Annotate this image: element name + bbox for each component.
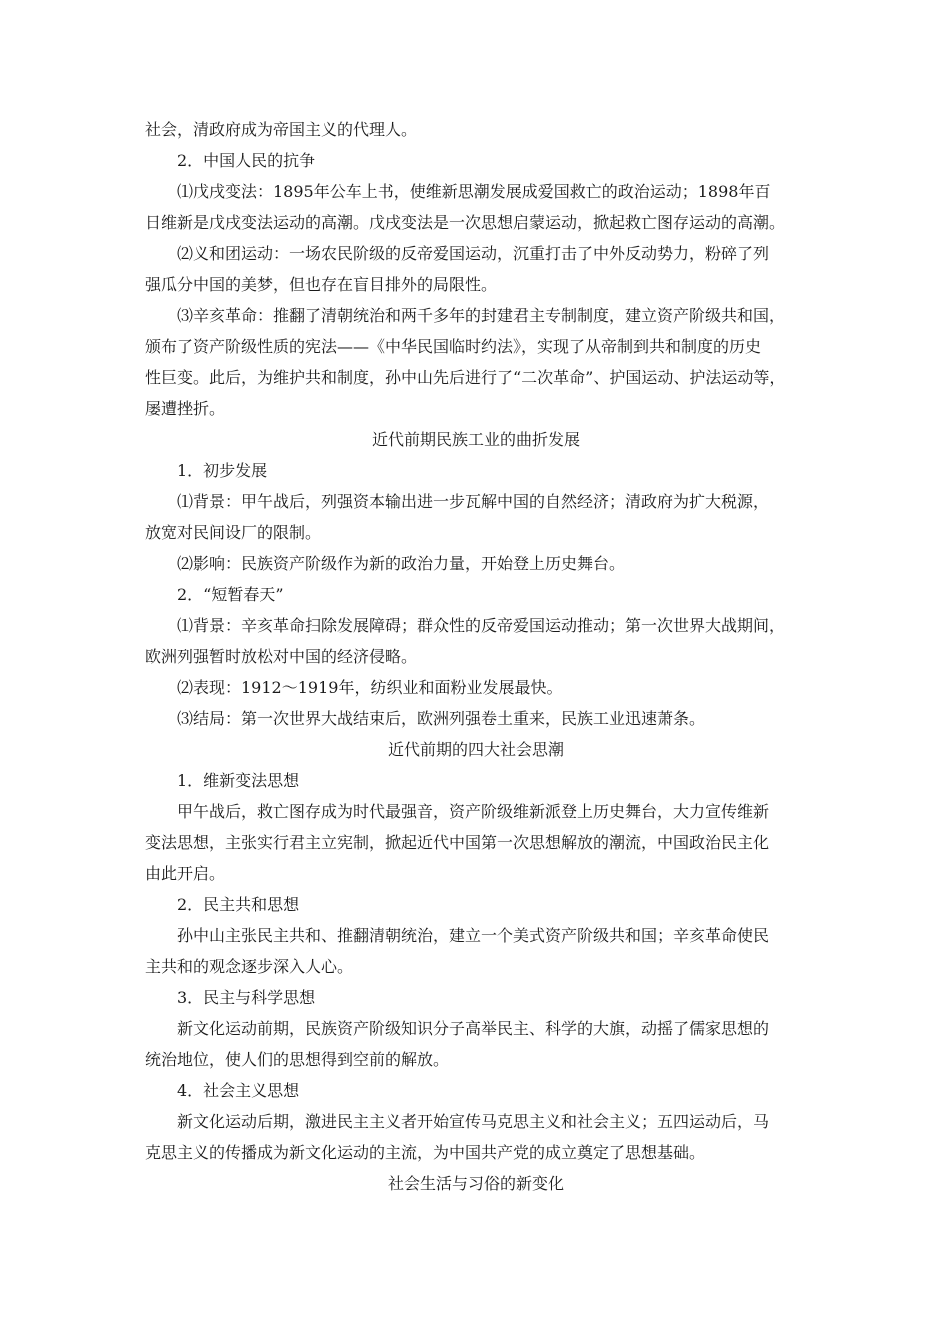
text-line: ⑵表现：1912～1919年，纺织业和面粉业发展最快。 bbox=[177, 678, 563, 697]
text-line: 2．民主共和思想 bbox=[177, 895, 300, 914]
text-line: 新文化运动前期，民族资产阶级知识分子高举民主、科学的大旗，动摇了儒家思想的 bbox=[177, 1019, 770, 1038]
text-line: 甲午战后，救亡图存成为时代最强音，资产阶级维新派登上历史舞台，大力宣传维新 bbox=[177, 802, 770, 821]
text-line: 颁布了资产阶级性质的宪法——《中华民国临时约法》，实现了从帝制到共和制度的历史 bbox=[145, 337, 762, 356]
text-line: 欧洲列强暂时放松对中国的经济侵略。 bbox=[145, 647, 418, 666]
section-heading: 社会生活与习俗的新变化 bbox=[387, 1174, 564, 1193]
text-line: ⑶辛亥革命：推翻了清朝统治和两千多年的封建君主专制制度，建立资产阶级共和国， bbox=[177, 306, 786, 325]
text-line: ⑶结局：第一次世界大战结束后，欧洲列强卷土重来，民族工业迅速萧条。 bbox=[177, 709, 706, 728]
text-line: ⑴背景：辛亥革命扫除发展障碍；群众性的反帝爱国运动推动；第一次世界大战期间， bbox=[177, 616, 786, 635]
text-line: 日维新是戊戌变法运动的高潮。戊戌变法是一次思想启蒙运动，掀起救亡图存运动的高潮。 bbox=[145, 213, 786, 232]
text-line: 4．社会主义思想 bbox=[177, 1081, 300, 1100]
section-heading: 近代前期的四大社会思潮 bbox=[387, 740, 564, 759]
text-line: 性巨变。此后，为维护共和制度，孙中山先后进行了“二次革命”、护国运动、护法运动等， bbox=[145, 368, 786, 387]
text-line: 1．维新变法思想 bbox=[177, 771, 300, 790]
text-line: 克思主义的传播成为新文化运动的主流，为中国共产党的成立奠定了思想基础。 bbox=[145, 1143, 706, 1162]
text-line: ⑵影响：民族资产阶级作为新的政治力量，开始登上历史舞台。 bbox=[177, 554, 626, 573]
text-line: 社会，清政府成为帝国主义的代理人。 bbox=[145, 120, 418, 139]
text-line: 1．初步发展 bbox=[177, 461, 268, 480]
text-line: 强瓜分中国的美梦，但也存在盲目排外的局限性。 bbox=[145, 275, 498, 294]
text-line: 变法思想，主张实行君主立宪制，掀起近代中国第一次思想解放的潮流，中国政治民主化 bbox=[145, 833, 770, 852]
text-line: 屡遭挫折。 bbox=[145, 399, 226, 418]
text-line: ⑴背景：甲午战后，列强资本输出进一步瓦解中国的自然经济；清政府为扩大税源， bbox=[177, 492, 770, 511]
text-line: 3．民主与科学思想 bbox=[177, 988, 316, 1007]
text-line: ⑵义和团运动：一场农民阶级的反帝爱国运动，沉重打击了中外反动势力，粉碎了列 bbox=[177, 244, 770, 263]
text-line: 新文化运动后期，激进民主主义者开始宣传马克思主义和社会主义；五四运动后，马 bbox=[177, 1112, 770, 1131]
text-line: 2．“短暂春天” bbox=[177, 585, 284, 604]
text-line: 主共和的观念逐步深入人心。 bbox=[145, 957, 354, 976]
text-line: 2．中国人民的抗争 bbox=[177, 151, 316, 170]
section-heading: 近代前期民族工业的曲折发展 bbox=[371, 430, 580, 449]
text-line: 由此开启。 bbox=[145, 864, 226, 883]
text-line: 孙中山主张民主共和、推翻清朝统治，建立一个美式资产阶级共和国；辛亥革命使民 bbox=[177, 926, 770, 945]
text-line: 统治地位，使人们的思想得到空前的解放。 bbox=[145, 1050, 450, 1069]
document-body bbox=[145, 114, 807, 1199]
text-line: ⑴戊戌变法：1895年公车上书，使维新思潮发展成爱国救亡的政治运动；1898年百 bbox=[177, 182, 771, 201]
text-line: 放宽对民间设厂的限制。 bbox=[145, 523, 322, 542]
